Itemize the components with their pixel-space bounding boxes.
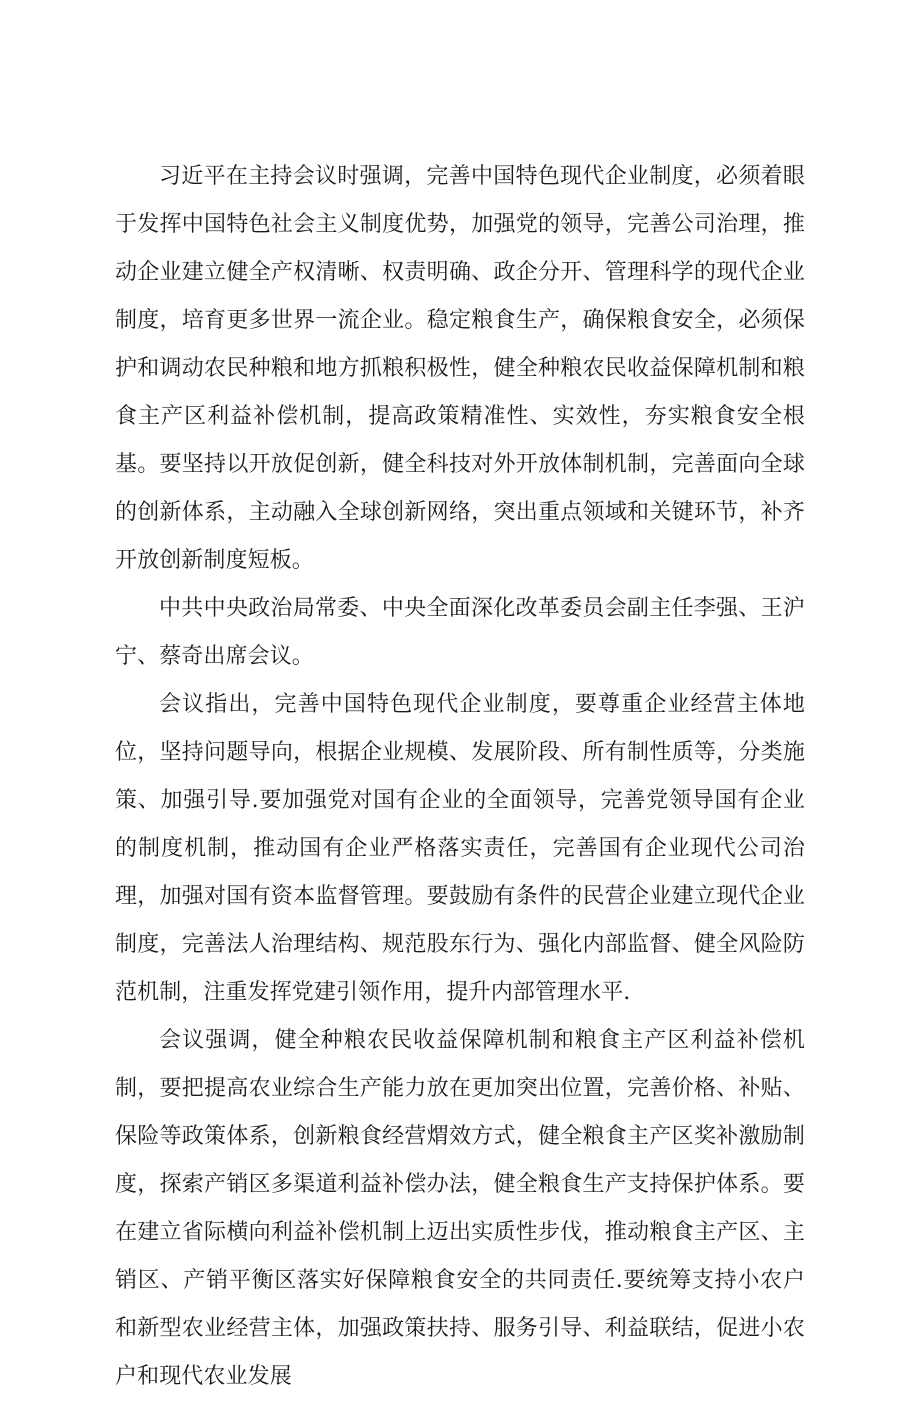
document-body xyxy=(115,153,805,1401)
paragraph-4: 会议强调，健全种粮农民收益保障机制和粮食主产区利益补偿机制，要把提高农业综合生产能力放在更加突出位置，完善价格、补贴、保险等政策体系，创新粮食经营煟效方式，健全粮食主产区奖补激励制度，探索产销区多渠道利益补偿办法，健全粮食生产支持保护体系。要在建立省际横向利益补偿机制上迈出实质性步伐，推动粮食主产区、主销区、产销平衡区落实好保障粮食安全的共同责任.要统筹支持小农户和新型农业经营主体，加强政策扶持、服务引导、利益联结，促进小农户和现代农业发展 xyxy=(115,1028,805,1389)
paragraph-2: 中共中央政治局常委、中央全面深化改革委员会副主任李强、王沪宁、蔡奇出席会议。 xyxy=(115,596,805,669)
paragraph-3: 会议指出，完善中国特色现代企业制度，要尊重企业经营主体地位，坚持问题导向，根据企业规模、发展阶段、所有制性质等，分类施策、加强引导.要加强党对国有企业的全面领导，完善党领导国有企业的制度机制，推动国有企业严格落实责任，完善国有企业现代公司治理，加强对国有资本监督管理。要鼓励有条件的民营企业建立现代企业制度，完善法人治理结构、规范股东行为、强化内部监督、健全风险防范机制，注重发挥党建引领作用，提升内部管理水平. xyxy=(115,692,805,1005)
paragraph-1: 习近平在主持会议时强调，完善中国特色现代企业制度，必须着眼于发挥中国特色社会主义制度优势，加强党的领导，完善公司治理，推动企业建立健全产权清晰、权责明确、政企分开、管理科学的现代企业制度，培育更多世界一流企业。稳定粮食生产，确保粮食安全，必须保护和调动农民种粮和地方抓粮积极性，健全种粮农民收益保障机制和粮食主产区利益补偿机制，提高政策精准性、实效性，夯实粮食安全根基。要坚持以开放促创新，健全科技对外开放体制机制，完善面向全球的创新体系，主动融入全球创新网络，突出重点领域和关键环节，补齐开放创新制度短板。 xyxy=(115,164,805,573)
